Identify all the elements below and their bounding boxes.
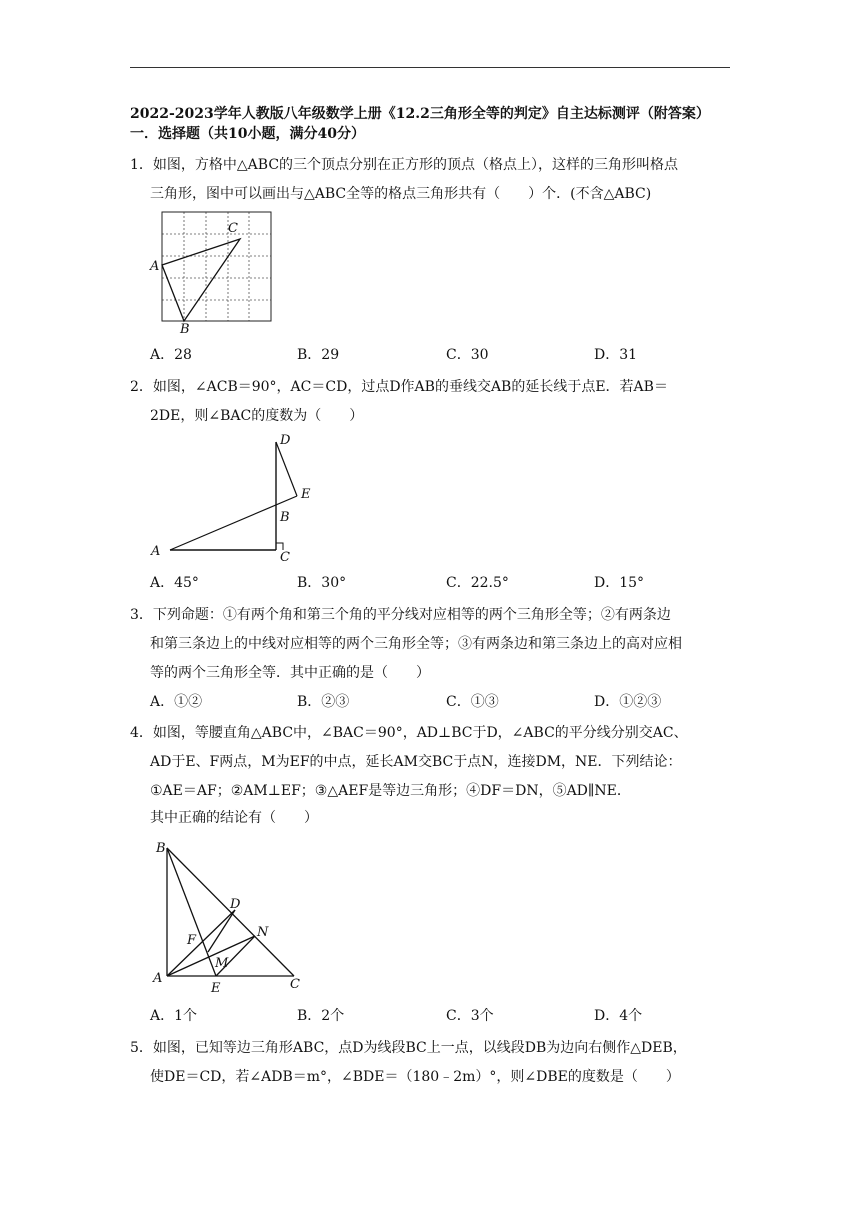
q1-option-d: D．31 (594, 347, 638, 363)
q3-option-c: C．①③ (446, 694, 499, 710)
q2-label-b: B (280, 510, 290, 525)
q4-label-a: A (153, 971, 163, 986)
q2-line-1: 2．如图，∠ACB＝90°，AC＝CD，过点D作AB的垂线交AB的延长线于点E．若AB＝ (130, 379, 668, 395)
q2-line-2: 2DE，则∠BAC的度数为（ ） (150, 408, 364, 424)
q4-label-m: M (215, 956, 229, 971)
q2-option-c: C．22.5° (446, 575, 509, 591)
q2-label-d: D (280, 433, 291, 448)
q2-label-e: E (301, 487, 311, 502)
q5-line-2: 使DE＝CD，若∠ADB＝m°，∠BDE＝（180﹣2m）°，则∠DBE的度数是（ ） (150, 1069, 680, 1085)
q4-label-n: N (257, 925, 269, 940)
q4-option-b: B．2个 (297, 1008, 345, 1024)
q4-label-f: F (187, 933, 197, 948)
q4-label-d: D (230, 897, 241, 912)
q4-label-c: C (290, 977, 300, 992)
q3-line-1: 3．下列命题：①有两个角和第三个角的平分线对应相等的两个三角形全等；②有两条边 (130, 607, 671, 623)
q4-figure (150, 836, 320, 996)
q4-line-4: 其中正确的结论有（ ） (150, 810, 318, 826)
q4-option-a: A．1个 (150, 1008, 198, 1024)
q4-label-e: E (211, 981, 221, 996)
q2-label-c: C (280, 550, 290, 565)
q4-option-d: D．4个 (594, 1008, 643, 1024)
q2-option-a: A．45° (150, 575, 199, 591)
q1-option-b: B．29 (297, 347, 340, 363)
q1-option-c: C．30 (446, 347, 489, 363)
q2-option-d: D．15° (594, 575, 645, 591)
q4-line-3: ①AE＝AF；②AM⊥EF；③△AEF是等边三角形；④DF＝DN，⑤AD∥NE． (150, 783, 631, 799)
q4-label-b: B (156, 841, 166, 856)
q1-line-1: 1．如图，方格中△ABC的三个顶点分别在正方形的顶点（格点上），这样的三角形叫格点 (130, 157, 679, 173)
q1-grid-figure (150, 210, 280, 335)
q3-option-a: A．①② (150, 694, 203, 710)
header-rule (130, 67, 730, 68)
q2-label-a: A (151, 544, 161, 559)
q3-option-d: D．①②③ (594, 694, 662, 710)
q4-line-1: 4．如图，等腰直角△ABC中，∠BAC＝90°，AD⊥BC于D，∠ABC的平分线分别交AC、 (130, 725, 688, 741)
q1-line-2: 三角形，图中可以画出与△ABC全等的格点三角形共有（ ）个．(不含△ABC) (150, 186, 652, 202)
q1-label-a: A (150, 259, 160, 274)
section-heading: 一．选择题（共10小题，满分40分） (130, 126, 365, 142)
document-title: 2022-2023学年人教版八年级数学上册《12.2三角形全等的判定》自主达标测评（附答案） (130, 106, 710, 122)
q3-line-2: 和第三条边上的中线对应相等的两个三角形全等；③有两条边和第三条边上的高对应相 (150, 636, 682, 652)
q1-label-c: C (228, 221, 238, 236)
q3-option-b: B．②③ (297, 694, 350, 710)
q5-line-1: 5．如图，已知等边三角形ABC，点D为线段BC上一点，以线段DB为边向右侧作△DEB， (130, 1040, 687, 1056)
q4-line-2: AD于E、F两点，M为EF的中点，延长AM交BC于点N，连接DM，NE．下列结论： (150, 754, 682, 770)
q1-label-b: B (180, 322, 190, 337)
q2-option-b: B．30° (297, 575, 347, 591)
q1-option-a: A．28 (150, 347, 192, 363)
q2-figure (150, 430, 330, 565)
q4-option-c: C．3个 (446, 1008, 494, 1024)
q3-line-3: 等的两个三角形全等．其中正确的是（ ） (150, 665, 430, 681)
